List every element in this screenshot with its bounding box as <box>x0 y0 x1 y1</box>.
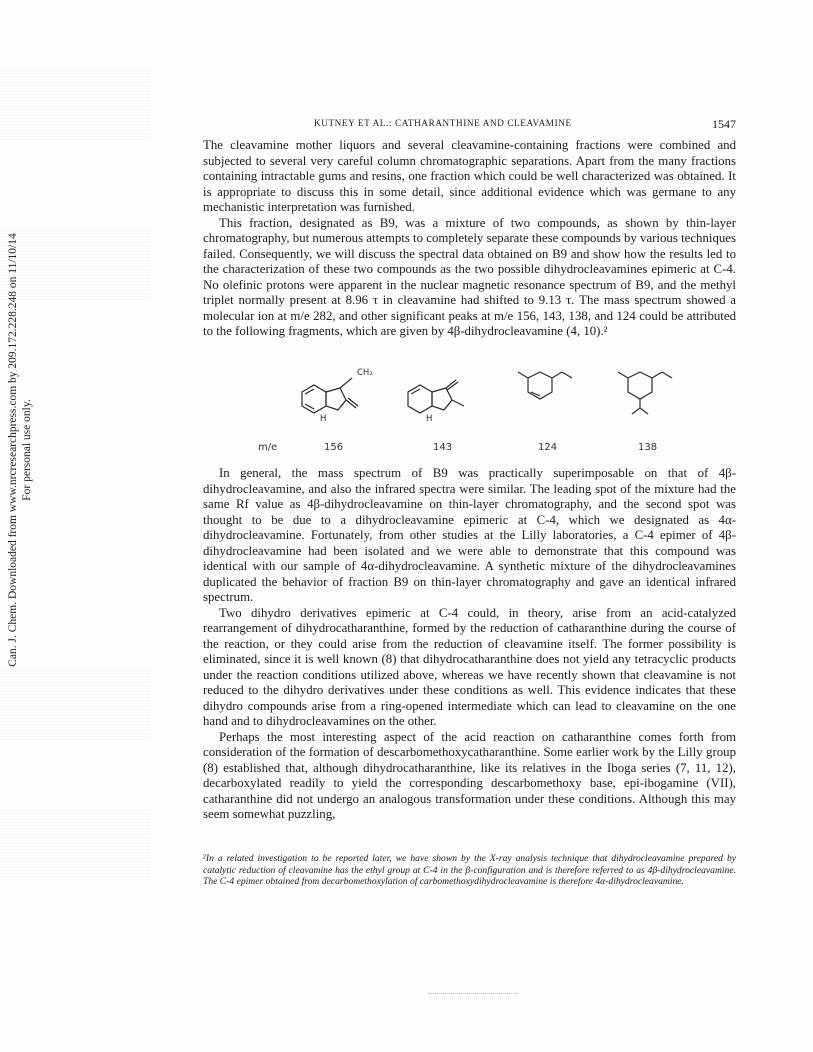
fragment-structures <box>240 362 710 442</box>
fragment-156-ch2-label: CH₂ <box>357 368 373 378</box>
page-number: 1547 <box>712 117 736 131</box>
watermark-line-1: Can. J. Chem. Downloaded from www.nrcresearchpress.com by 209.172.228.248 on 11/10/14 <box>7 233 19 667</box>
footnote <box>203 853 736 888</box>
fragment-124-mass: 124 <box>538 442 558 453</box>
paragraph: Two dihydro derivatives epimeric at C-4 could, in theory, arise from an acid-catalyzed rearrangement of dihydrocatharanthine, formed by the reduction of catharanthine during the course of the reaction, or they could arise from the reduction of cleavamine itself. The former possibility is eliminated, since it is well known (8) that dihydrocatharanthine does not yield any tetracyclic products under the reaction conditions utilized above, whereas we have recently shown that cleavamine is not reduced to the dihydro derivatives under these conditions as well. This evidence indicates that these dihydro compounds arise from a ring-opened intermediate which can lead to cleavamine on the one hand and to dihydrocleavamines on the other. <box>203 605 736 728</box>
fragment-143-mass: 143 <box>433 442 453 453</box>
watermark-line-2: For personal use only. <box>21 399 33 501</box>
footnote-text: In a related investigation to be reported later, we have shown by the X-ray analysis technique that dihydrocleavamine prepared by catalytic reduction of cleavamine has the ethyl group at C-4 in the β-configuration and is therefore referred to as 4β-dihydrocleavamine. The C-4 epimer obtained from decarbomethoxylation of carbomethoxydihydrocleavamine is therefore 4α-dihydrocleavamine. <box>203 853 736 888</box>
mass-fragments-figure <box>240 362 710 458</box>
body-text-bottom <box>203 466 736 823</box>
download-watermark-sidebar <box>0 0 40 1052</box>
fragment-138-mass: 138 <box>638 442 658 453</box>
fragment-138-structure <box>618 372 672 414</box>
fragment-156-nh-label: H <box>320 414 327 424</box>
running-head: KUTNEY ET AL.: CATHARANTHINE AND CLEAVAMINE <box>314 118 572 128</box>
paragraph: Perhaps the most interesting aspect of the acid reaction on catharanthine comes forth from consideration of the formation of descarbomethoxycatharanthine. Some earlier work by the Lilly group (8) established that, although dihydrocatharanthine, like its relatives in the Iboga series (7, 11, 12), decarboxylated readily to yield the corresponding descarbomethoxy base, epi-ibogamine (VII), catharanthine did not undergo an analogous transformation under these conditions. Although this may seem somewhat puzzling, <box>203 729 736 821</box>
fragment-124-structure <box>518 372 572 399</box>
download-watermark <box>6 233 34 667</box>
paragraph: The cleavamine mother liquors and several cleavamine-containing fractions were combined and subjected to several very careful column chromatographic separations. Apart from the many fractions containing intractable gums and resins, one fraction which could be well characterized was obtained. It is appropriate to discuss this in some detail, since additional evidence which was germane to any mechanistic interpretation was furnished. <box>203 138 736 214</box>
page-header <box>206 118 736 134</box>
mass-axis-label: m/e <box>258 442 278 453</box>
scan-artifact <box>428 993 518 996</box>
body-text-top <box>203 138 736 340</box>
paragraph: In general, the mass spectrum of B9 was practically superimposable on that of 4β-dihydrocleavamine, and also the infrared spectra were similar. The leading spot of the mixture had the same Rf value as 4β-dihydrocleavamine on thin-layer chromatography, and the second spot was thought to be due to a dihydrocleavamine epimeric at C-4, which we designated as 4α-dihydrocleavamine. Fortunately, from other studies at the Lilly laboratories, a C-4 epimer of 4β-dihydrocleavamine had been isolated and we were able to demonstrate that this compound was identical with our sample of 4α-dihydrocleavamine. A synthetic mixture of the dihydrocleavamines duplicated the behavior of fraction B9 on thin-layer chromatography and gave an identical infrared spectrum. <box>203 466 736 604</box>
fragment-156-mass: 156 <box>324 442 344 453</box>
fragment-143-structure <box>408 380 464 413</box>
footnote-mark: ² <box>203 853 206 864</box>
paragraph: This fraction, designated as B9, was a mixture of two compounds, as shown by thin-layer chromatography, but numerous attempts to completely separate these compounds by various techniques failed. Consequently, we will discuss the spectral data obtained on B9 and show how the results led to the characterization of these two compounds as the two possible dihydrocleavamines epimeric at C-4. No olefinic protons were apparent in the nuclear magnetic resonance spectrum of B9, and the methyl triplet normally present at 8.96 τ in cleavamine had shifted to 9.13 τ. The mass spectrum showed a molecular ion at m/e 282, and other significant peaks at m/e 156, 143, 138, and 124 could be attributed to the following fragments, which are given by 4β-dihydrocleavamine (4, 10).² <box>203 215 736 338</box>
fragment-156-structure <box>302 378 358 413</box>
fragment-143-nh-label: H <box>426 414 433 424</box>
